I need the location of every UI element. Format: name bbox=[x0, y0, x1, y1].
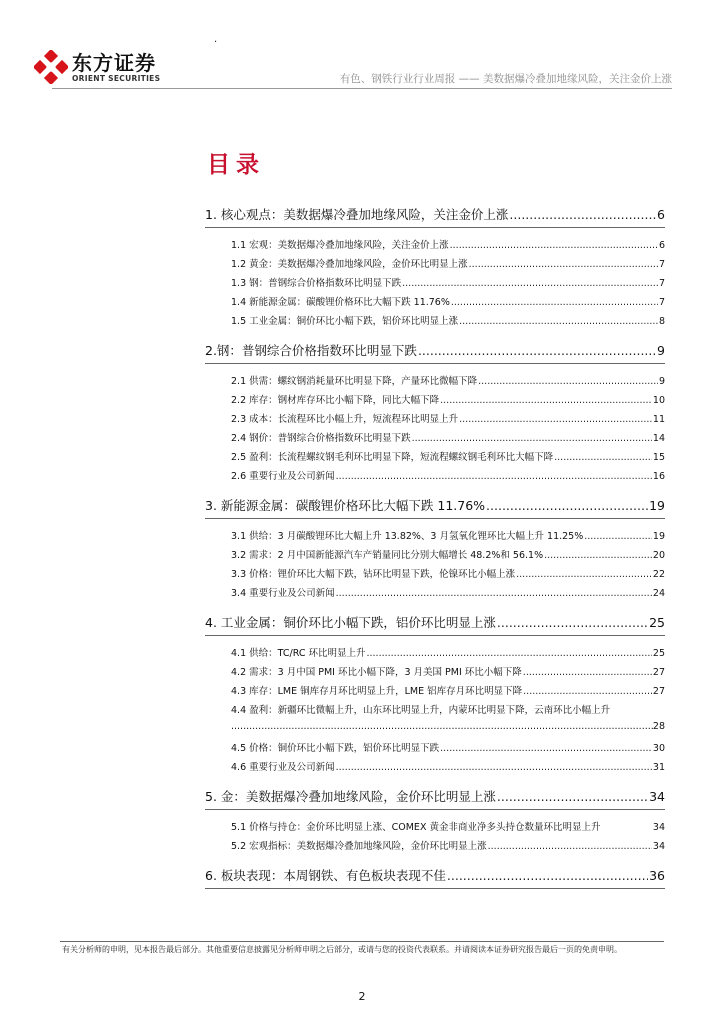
toc-leader bbox=[336, 471, 652, 482]
header-dot: . bbox=[214, 34, 218, 45]
toc-item[interactable] bbox=[205, 449, 665, 468]
toc-item-page: 22 bbox=[652, 569, 665, 580]
toc-item-page: 27 bbox=[652, 686, 665, 697]
toc-item-page: 8 bbox=[658, 316, 665, 327]
toc-item[interactable] bbox=[205, 547, 665, 566]
toc-section-page: 25 bbox=[649, 615, 665, 630]
toc-item[interactable] bbox=[205, 237, 665, 256]
toc-item[interactable] bbox=[205, 740, 665, 759]
toc-item-page: 11 bbox=[652, 414, 665, 425]
toc-heading: 目录 bbox=[207, 152, 265, 178]
toc-section-page: 34 bbox=[649, 789, 665, 804]
page-number: 2 bbox=[358, 990, 366, 1003]
toc-leader bbox=[450, 240, 658, 251]
toc-section-title: 2.钢：普钢综合价格指数环比明显下跌 bbox=[205, 343, 417, 358]
toc-item[interactable] bbox=[205, 566, 665, 585]
toc-item-title: 3.2 需求：2 月中国新能源汽车产销量同比分别大幅增长 48.2%和 56.1% bbox=[231, 550, 544, 561]
toc-item[interactable] bbox=[205, 430, 665, 449]
toc-leader bbox=[544, 550, 652, 561]
toc-item-title: 2.5 盈利：长流程螺纹钢毛利环比明显下降，短流程螺纹钢毛利环比大幅下降 bbox=[231, 452, 554, 463]
toc-item-title: 4.1 供给：TC/RC 环比明显上升 bbox=[231, 648, 366, 659]
toc-item-title: 4.3 库存：LME 铜库存月环比明显上升，LME 铝库存月环比明显下降 bbox=[231, 686, 523, 697]
toc-spacer bbox=[205, 857, 665, 866]
toc-item-title: 5.2 宏观指标：美数据爆冷叠加地缘风险，金价环比明显上涨 bbox=[231, 841, 487, 852]
toc-item-page: 20 bbox=[652, 550, 665, 561]
toc-item-title: 1.2 黄金：美数据爆冷叠加地缘风险，金价环比明显上涨 bbox=[231, 259, 468, 270]
toc-item[interactable] bbox=[205, 645, 665, 664]
toc-spacer bbox=[205, 778, 665, 787]
toc-item[interactable] bbox=[205, 373, 665, 392]
toc-section-6[interactable] bbox=[205, 866, 665, 888]
toc-section-4[interactable] bbox=[205, 613, 665, 635]
header-divider bbox=[52, 88, 672, 89]
toc-item[interactable] bbox=[205, 683, 665, 702]
toc-item[interactable] bbox=[205, 585, 665, 604]
toc-section-2[interactable] bbox=[205, 341, 665, 363]
toc-leader bbox=[418, 343, 656, 358]
table-of-contents bbox=[205, 205, 665, 898]
toc-spacer bbox=[205, 332, 665, 341]
toc-item-page: 31 bbox=[652, 762, 665, 773]
toc-leader bbox=[509, 207, 656, 222]
toc-leader bbox=[478, 376, 658, 387]
toc-item-page: 10 bbox=[652, 395, 665, 406]
toc-item[interactable] bbox=[205, 468, 665, 487]
toc-item-page: 25 bbox=[652, 648, 665, 659]
toc-spacer bbox=[205, 487, 665, 496]
toc-section-page: 36 bbox=[649, 868, 665, 883]
toc-section-title: 3. 新能源金属：碳酸锂价格环比大幅下跌 11.76% bbox=[205, 498, 486, 513]
toc-item-title: 1.4 新能源金属：碳酸锂价格环比大幅下跌 11.76% bbox=[231, 297, 450, 308]
toc-item-page: 15 bbox=[652, 452, 665, 463]
toc-item-page: 34 bbox=[652, 822, 665, 833]
toc-item-title: 4.5 价格：铜价环比小幅下跌，铝价环比明显下跌 bbox=[231, 743, 440, 754]
logo-english-name: ORIENT SECURITIES bbox=[72, 73, 161, 83]
toc-leader bbox=[523, 686, 652, 697]
toc-item-title: 4.6 重要行业及公司新闻 bbox=[231, 762, 335, 773]
brand-logo bbox=[34, 50, 160, 84]
toc-item[interactable] bbox=[205, 664, 665, 683]
toc-item-title: 3.1 供给：3 月碳酸锂环比大幅上升 13.82%、3 月氢氧化锂环比大幅上升 11.25% bbox=[231, 531, 584, 542]
toc-leader bbox=[336, 588, 652, 599]
toc-leader bbox=[516, 569, 652, 580]
toc-item[interactable] bbox=[205, 256, 665, 275]
toc-item-page: 30 bbox=[652, 743, 665, 754]
logo-chinese-name: 东方证券 bbox=[72, 50, 156, 75]
toc-section-rule bbox=[205, 888, 665, 889]
toc-leader bbox=[497, 615, 648, 630]
toc-item[interactable] bbox=[205, 759, 665, 778]
toc-item[interactable] bbox=[205, 275, 665, 294]
toc-item-page: 9 bbox=[658, 376, 665, 387]
toc-item-page: 19 bbox=[652, 531, 665, 542]
toc-item-page: 14 bbox=[652, 433, 665, 444]
toc-section-title: 5. 金：美数据爆冷叠加地缘风险，金价环比明显上涨 bbox=[205, 789, 496, 804]
toc-item[interactable] bbox=[205, 313, 665, 332]
toc-item-title: 2.6 重要行业及公司新闻 bbox=[231, 471, 335, 482]
toc-section-rule bbox=[205, 518, 665, 519]
toc-item-page: 28 bbox=[652, 721, 665, 732]
toc-item[interactable] bbox=[205, 294, 665, 313]
toc-item-title: 4.2 需求：3 月中国 PMI 环比小幅下降，3 月美国 PMI 环比小幅下降 bbox=[231, 667, 522, 678]
toc-item-page: 7 bbox=[658, 278, 665, 289]
toc-leader bbox=[367, 648, 652, 659]
toc-leader bbox=[459, 316, 658, 327]
toc-item-title: 4.4 盈利：新疆环比微幅上升，山东环比明显上升，内蒙环比明显下降，云南环比小幅上升 bbox=[231, 705, 611, 716]
toc-item-title: 2.3 成本：长流程环比小幅上升，短流程环比明显上升 bbox=[231, 414, 459, 425]
toc-item-title: 5.1 价格与持仓：金价环比明显上涨、COMEX 黄金非商业净多头持仓数量环比明显上升 bbox=[231, 822, 601, 833]
toc-item-page: 7 bbox=[658, 259, 665, 270]
toc-spacer bbox=[205, 604, 665, 613]
toc-leader bbox=[469, 259, 658, 270]
toc-item-page: 7 bbox=[658, 297, 665, 308]
toc-leader bbox=[554, 452, 652, 463]
toc-item[interactable] bbox=[205, 411, 665, 430]
toc-item-title: 2.1 供需：螺纹钢消耗量环比明显下降，产量环比微幅下降 bbox=[231, 376, 478, 387]
toc-item-title: 1.3 钢：普钢综合价格指数环比明显下跌 bbox=[231, 278, 402, 289]
toc-section-title: 4. 工业金属：铜价环比小幅下跌，铝价环比明显上涨 bbox=[205, 615, 496, 630]
toc-section-page: 9 bbox=[657, 343, 665, 358]
logo-mark-icon bbox=[34, 50, 68, 84]
toc-item[interactable] bbox=[205, 838, 665, 857]
toc-item[interactable] bbox=[205, 702, 665, 721]
toc-leader bbox=[488, 841, 652, 852]
toc-leader bbox=[486, 498, 648, 513]
toc-item-title: 3.3 价格：锂价环比大幅下跌，钴环比明显下跌，伦镍环比小幅上涨 bbox=[231, 569, 516, 580]
toc-section-page: 19 bbox=[649, 498, 665, 513]
toc-section-title: 1. 核心观点：美数据爆冷叠加地缘风险，关注金价上涨 bbox=[205, 207, 509, 222]
toc-leader bbox=[584, 531, 652, 542]
toc-leader bbox=[440, 395, 652, 406]
toc-section-1[interactable] bbox=[205, 205, 665, 227]
toc-leader bbox=[497, 789, 648, 804]
toc-leader bbox=[459, 414, 652, 425]
toc-item[interactable] bbox=[205, 392, 665, 411]
toc-section-3[interactable] bbox=[205, 496, 665, 518]
toc-item-title: 2.4 钢价：普钢综合价格指数环比明显下跌 bbox=[231, 433, 411, 444]
toc-leader bbox=[402, 278, 658, 289]
toc-item-title: 2.2 库存：钢材库存环比小幅下降，同比大幅下降 bbox=[231, 395, 440, 406]
toc-item-title: 1.5 工业金属：铜价环比小幅下跌，铝价环比明显上涨 bbox=[231, 316, 459, 327]
toc-item-title: 1.1 宏观：美数据爆冷叠加地缘风险，关注金价上涨 bbox=[231, 240, 449, 251]
footer-divider bbox=[60, 941, 664, 942]
toc-leader bbox=[440, 743, 652, 754]
toc-item-title: 3.4 重要行业及公司新闻 bbox=[231, 588, 335, 599]
toc-leader bbox=[412, 433, 652, 444]
toc-item-page: 34 bbox=[652, 841, 665, 852]
toc-leader bbox=[447, 868, 648, 883]
toc-section-rule bbox=[205, 635, 665, 636]
toc-leader bbox=[336, 762, 652, 773]
toc-leader bbox=[451, 297, 658, 308]
report-header-title: 有色、钢铁行业行业周报 —— 美数据爆冷叠加地缘风险，关注金价上涨 bbox=[339, 73, 672, 85]
toc-section-title: 6. 板块表现：本周钢铁、有色板块表现不佳 bbox=[205, 868, 446, 883]
toc-section-page: 6 bbox=[657, 207, 665, 222]
toc-item-continuation bbox=[205, 721, 665, 740]
disclaimer-text: 有关分析师的申明，见本报告最后部分。其他重要信息披露见分析师申明之后部分，或请与您的投资代表联系。并请阅读本证券研究报告最后一页的免责申明。 bbox=[62, 945, 622, 954]
toc-leader bbox=[523, 667, 652, 678]
toc-leader bbox=[231, 721, 653, 732]
toc-item-page: 16 bbox=[652, 471, 665, 482]
toc-item-page: 6 bbox=[658, 240, 665, 251]
toc-section-rule bbox=[205, 227, 665, 228]
toc-item-page: 24 bbox=[652, 588, 665, 599]
toc-section-rule bbox=[205, 363, 665, 364]
toc-section-5[interactable] bbox=[205, 787, 665, 809]
toc-item[interactable] bbox=[205, 819, 665, 838]
toc-item-page: 27 bbox=[652, 667, 665, 678]
toc-item[interactable] bbox=[205, 528, 665, 547]
toc-section-rule bbox=[205, 809, 665, 810]
